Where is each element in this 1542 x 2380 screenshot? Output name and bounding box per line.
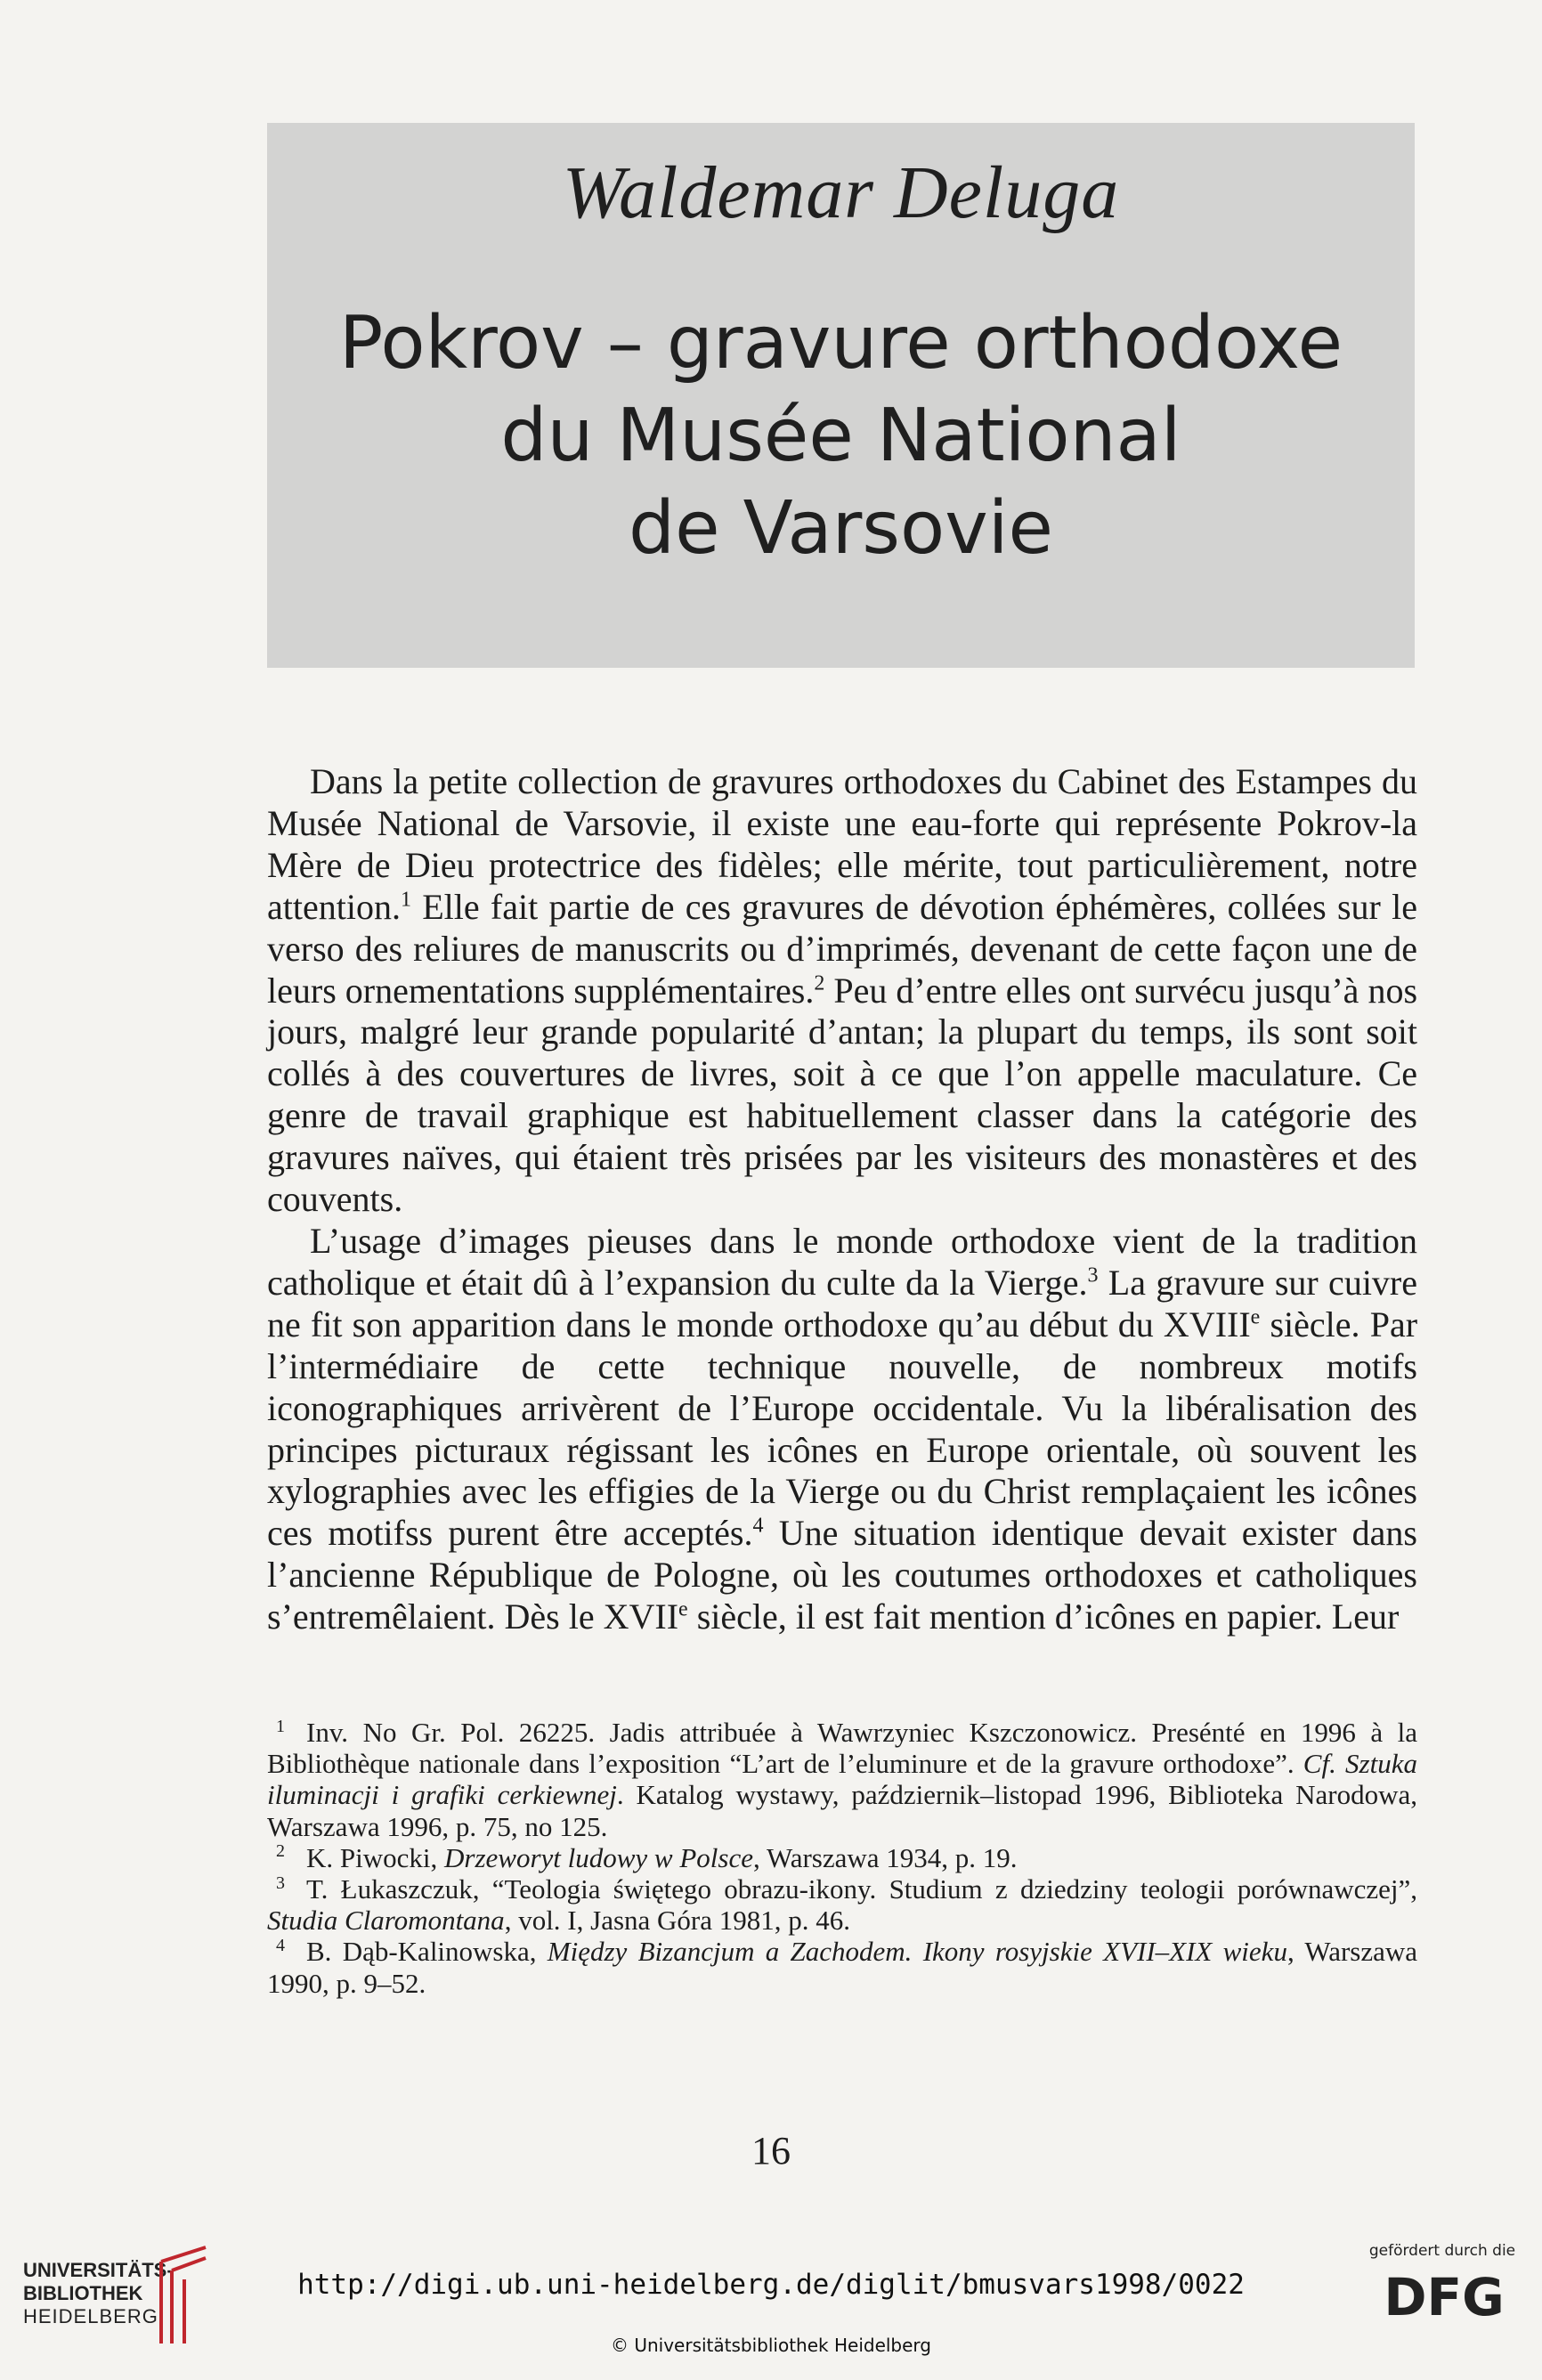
title-line: du Musée National [500,394,1181,478]
article-title [267,297,1415,575]
footnote-ref: 1 [400,888,411,912]
paragraph-1 [267,761,1417,1221]
title-line: Pokrov – gravure orthodoxe [338,301,1343,386]
paragraph-2 [267,1221,1417,1638]
text-run: Dans la petite collection de gravures orthodoxes du Cabinet des Estampes du Musée National de Varsovie, il existe une eau-forte qui représente Pokrov-la Mère de Dieu protectrice des fidèles; elle mérite, tout particulièrement, notre attention. [267,761,1417,927]
library-name-line: HEIDELBERG [23,2305,158,2327]
article-body [267,761,1417,1638]
footnote-1: 1 Inv. No Gr. Pol. 26225. Jadis attribuée à Wawrzyniec Kszczonowicz. Presénté en 1996 à la Bibliothèque nationale dans l’exposition “L’art de l’eluminure et de la gravure orthodoxe”. Cf. Sztuka iluminacji i grafiki cerkiewnej. Katalog wystawy, październik–listopad 1996, Biblioteka Narodowa, Warszawa 1996, p. 75, no 125. [267,1716,1418,1842]
footnote-4: 4 B. Dąb-Kalinowska, Między Bizancjum a Zachodem. Ikony rosyjskie XVII–XIX wieku, Warszawa 1990, p. 9–52. [267,1936,1418,1999]
superscript-e: e [1250,1305,1261,1329]
text-run: Une situation identique devait exister dans l’ancienne République de Pologne, où les coutumes orthodoxes et catholiques s’entremêlaient. Dès le XVII [267,1513,1418,1637]
funding-label: gefördert durch die [1368,2242,1516,2260]
footnote-text: , Warszawa 1934, p. 19. [753,1841,1018,1873]
footnote-ref: 4 [752,1514,764,1538]
footnote-ref: 2 [814,971,825,995]
text-run: Peu d’entre elles ont survécu jusqu’à nos jours, malgré leur grande popularité d’antan; la plupart du temps, ils sont soit collés à des couvertures de livres, soit à ce que l’on appelle maculature. Ce genre de travail graphique est habituellement classer dans la catégorie des gravures naïves, qui étaient très prisées par les visiteurs des monastères et des couvents. [267,970,1418,1220]
superscript-e: e [678,1597,688,1621]
page-number: 16 [751,2129,791,2173]
footnote-text: , vol. I, Jasna Góra 1981, p. 46. [504,1905,850,1937]
footnote-ref: 3 [1087,1263,1099,1287]
footnote-text: , Warszawa 1990, p. 9–52. [267,1936,1418,1999]
footnote-text: . Katalog wystawy, październik–listopad 1996, Biblioteka Narodowa, Warszawa 1996, p. 75, no 125. [267,1779,1418,1842]
text-run: siècle, il est fait mention d’icônes en papier. Leur [687,1596,1400,1637]
footnotes [267,1717,1417,1999]
footnote-italic: Drzeworyt ludowy w Polsce [444,1841,753,1873]
dfg-logo-text: DFG [1384,2269,1505,2322]
footnote-text: Inv. No Gr. Pol. 26225. Jadis attribuée à Wawrzyniec Kszczonowicz. Presénté en 1996 à la Bibliothèque nationale dans l’exposition “L’art de l’eluminure et de la gravure orthodoxe”. [267,1717,1417,1780]
text-run: L’usage d’images pieuses dans le monde orthodoxe vient de la tradition catholique et était dû à l’expansion du culte da la Vierge. [267,1220,1417,1303]
dfg-logo-icon[interactable] [1367,2269,1522,2322]
title-header-box [267,123,1415,668]
text-run: Elle fait partie de ces gravures de dévotion éphémères, collées sur le verso des reliures de manuscrits ou d’imprimés, devenant de cette façon une de leurs ornementations supplémentaires. [267,886,1417,1011]
permalink-url[interactable]: http://digi.ub.uni-heidelberg.de/diglit/bmusvars1998/0022 [297,2269,1245,2301]
library-name-line: UNIVERSITÄTS- [23,2259,174,2281]
copyright-notice: © Universitätsbibliothek Heidelberg [610,2335,931,2356]
footnote-3: 3 T. Łukaszczuk, “Teologia świętego obrazu-ikony. Studium z dziedziny teologii porównawczej”, Studia Claromontana, vol. I, Jasna Góra 1981, p. 46. [267,1872,1417,1937]
footnote-text: K. Piwocki, [306,1841,444,1873]
text-run: siècle. Par l’intermédiaire de cette technique nouvelle, de nombreux motifs iconographiques arrivèrent de l’Europe occidentale. Vu la libéralisation des principes picturaux régissant les icônes en Europe orientale, où souvent les xylographies avec les effigies de la Vierge ou du Christ remplaçaient les icônes ces motifss purent être acceptés. [267,1304,1418,1554]
footnote-italic: Studia Claromontana [267,1905,505,1937]
title-line: de Varsovie [629,486,1053,571]
footnote-text: B. Dąb-Kalinowska, [306,1936,548,1968]
text-run: La gravure sur cuivre ne fit son apparition dans le monde orthodoxe qu’au début du XVIII [267,1262,1418,1344]
author-name: Waldemar Deluga [562,151,1120,234]
footnote-2: 2 K. Piwocki, Drzeworyt ludowy w Polsce, Warszawa 1934, p. 19. [276,1841,1018,1873]
footnote-text: T. Łukaszczuk, “Teologia świętego obrazu-ikony. Studium z dziedziny teologii porównawczej”, [306,1873,1417,1905]
footnote-italic: Między Bizancjum a Zachodem. Ikony rosyjskie XVII–XIX wieku [547,1936,1287,1968]
footnote-italic: Cf. Sztuka iluminacji i grafiki cerkiewnej [267,1748,1417,1811]
library-name-line: BIBLIOTHEK [23,2282,143,2304]
